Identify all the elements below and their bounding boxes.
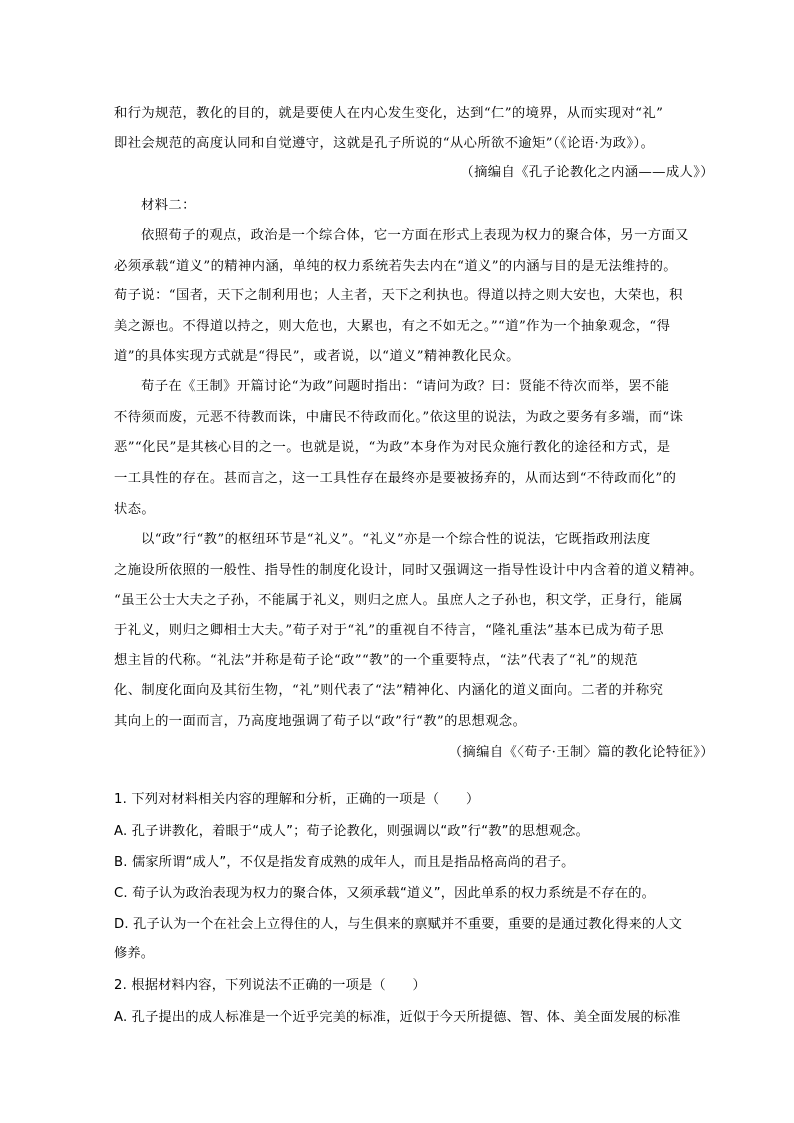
question-option: C. 荀子认为政治表现为权力的聚合体，又须承载“道义”，因此单系的权力系统是不存在的。 xyxy=(114,886,655,901)
text-line: 于礼义，则归之卿相士大夫。”荀子对于“礼”的重视自不待言，“隆礼重法”基本已成为荀子思 xyxy=(114,623,664,638)
question-option: A. 孔子提出的成人标准是一个近乎完美的标准，近似于今天所提德、智、体、美全面发展的标准 xyxy=(114,1010,681,1025)
question-stem: 2. 根据材料内容，下列说法不正确的一项是（ ） xyxy=(114,978,426,993)
text-line: 和行为规范，教化的目的，就是要使人在内心发生变化，达到“仁”的境界，从而实现对“礼” xyxy=(114,106,664,121)
material-two xyxy=(114,190,714,780)
text-line: 荀子说：“国者，天下之制利用也；人主者，天下之利执也。得道以持之则大安也，大荣也，积 xyxy=(114,288,683,303)
material-heading: 材料二： xyxy=(141,198,196,213)
question-stem: 1. 下列对材料相关内容的理解和分析，正确的一项是（ ） xyxy=(114,792,480,807)
text-line: 其向上的一面而言，乃高度地强调了荀子以“政”行“教”的思想观念。 xyxy=(114,714,527,729)
text-line: 美之源也。不得道以持之，则大危也，大累也，有之不如无之。”“道”作为一个抽象观念，“得 xyxy=(114,319,671,334)
text-line: 想主旨的代称。“礼法”并称是荀子论“政”“教”的一个重要特点，“法”代表了“礼”的规范 xyxy=(114,653,638,668)
text-line: 一工具性的存在。甚而言之，这一工具性存在最终亦是要被扬弃的，从而达到“不待政而化”的 xyxy=(114,471,677,486)
text-line: 之施设所依照的一般性、指导性的制度化设计，同时又强调这一指导性设计中内含着的道义精神。 xyxy=(114,563,703,578)
question-option: B. 儒家所谓“成人”，不仅是指发育成熟的成年人，而且是指品格高尚的君子。 xyxy=(114,855,575,870)
text-line: 必须承载“道义”的精神内涵，单纯的权力系统若失去内在“道义”的内涵与目的是无法维持的。 xyxy=(114,259,677,274)
question-option: D. 孔子认为一个在社会上立得住的人，与生俱来的禀赋并不重要，重要的是通过教化得来的人文 xyxy=(114,917,683,932)
text-line: 恶”“化民”是其核心目的之一。也就是说，“为政”本身作为对民众施行教化的途径和方式，是 xyxy=(114,440,671,455)
text-line: 以“政”行“教”的枢纽环节是“礼义”。“礼义”亦是一个综合性的说法，它既指政刑法度 xyxy=(141,532,651,547)
question-option-continuation: 修养。 xyxy=(114,946,155,961)
text-line: 依照荀子的观点，政治是一个综合体，它一方面在形式上表现为权力的聚合体，另一方面又 xyxy=(141,228,689,243)
material-one-tail xyxy=(114,0,714,200)
text-line: 即社会规范的高度认同和自觉遵守，这就是孔子所说的“从心所欲不逾矩”（《论语·为政》）。 xyxy=(114,136,655,151)
text-line: 不待须而废，元恶不待教而诛，中庸民不待政而化。”依这里的说法，为政之要务有多端，而“诛 xyxy=(114,410,684,425)
question-section xyxy=(114,780,714,1040)
question-option: A. 孔子讲教化，着眼于“成人”；荀子论教化，则强调以“政”行“教”的思想观念。 xyxy=(114,824,589,839)
source-citation: （摘编自《孔子论教化之内涵——成人》） xyxy=(460,165,714,180)
text-line: “虽王公士大夫之子孙，不能属于礼义，则归之庶人。虽庶人之子孙也，积文学，正身行，能属 xyxy=(114,593,683,608)
text-line: 状态。 xyxy=(114,502,156,517)
source-citation: （摘编自《〈荀子·王制〉篇的教化论特征》） xyxy=(448,745,714,760)
text-line: 荀子在《王制》开篇讨论“为政”问题时指出：“请问为政？曰：贤能不待次而举，罢不能 xyxy=(141,379,670,394)
text-line: 道”的具体实现方式就是“得民”，或者说，以“道义”精神教化民众。 xyxy=(114,349,520,364)
text-line: 化、制度化面向及其衍生物，“礼”则代表了“法”精神化、内涵化的道义面向。二者的并称究 xyxy=(114,683,664,698)
